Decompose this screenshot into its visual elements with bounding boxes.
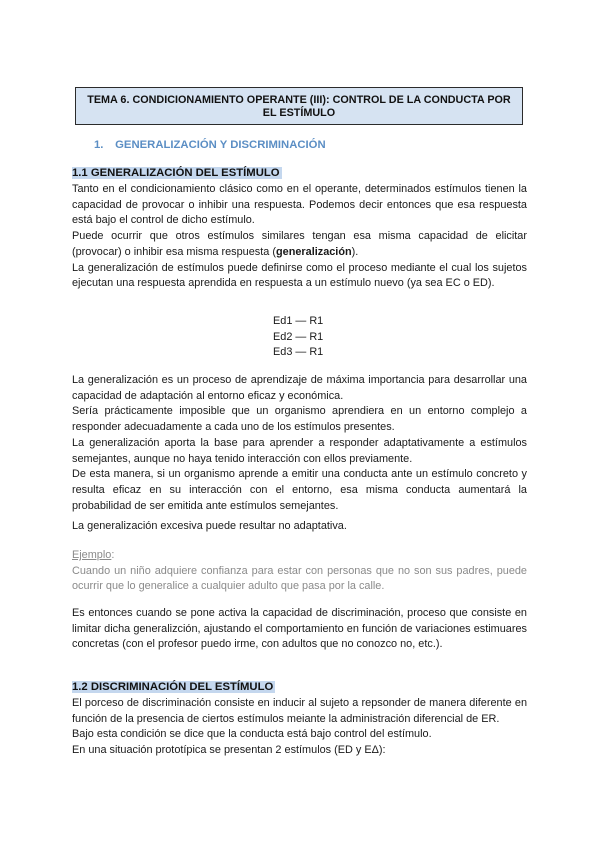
paragraph: Tanto en el condicionamiento clásico como en el operante, determinados estímulos tienen la capacidad de provocar o inhibir una respuesta. Podemos decir entonces que esa respuesta está bajo el control de dicho estímulo.: [72, 183, 527, 227]
paragraph: En una situación prototípica se presentan 2 estímulos (ED y EΔ):: [72, 744, 386, 757]
bold-term: generalización: [275, 245, 352, 258]
example-block: [72, 548, 527, 595]
paragraph: Sería prácticamente imposible que un organismo aprendiera en un entorno complejo a responder adecuadamente a cada uno de los estímulos presentes.: [72, 405, 527, 434]
generalization-importance-block: [72, 373, 527, 514]
discrimination-intro-block: [72, 606, 527, 653]
subsection-heading-generalization: 1.1 GENERALIZACIÓN DEL ESTÍMULO: [72, 167, 280, 179]
formula-line: Ed1 — R1: [273, 315, 324, 327]
example-text: Cuando un niño adquiere confianza para estar con personas que no son sus padres, puede ocurrir que lo generalice a cualquier adulto que pasa por la calle.: [72, 564, 527, 593]
paragraph: Es entonces cuando se pone activa la capacidad de discriminación, proceso que consiste en limitar dicha generalizción, ajustando el comportamiento en función de variaciones estimuares concretas (con el profesor puedo irme, con adultos que no conozco no, etc.).: [72, 607, 527, 651]
example-label-line: [72, 548, 527, 564]
example-label: Ejemplo: [72, 549, 112, 561]
chapter-title-box: [75, 87, 523, 125]
excess-generalization-note: La generalización excesiva puede resultar no adaptativa.: [72, 520, 347, 532]
paragraph: La generalización es un proceso de aprendizaje de máxima importancia para desarrollar una capacidad de adaptación al entorno eficaz y económica.: [72, 374, 527, 402]
paragraph: De esta manera, si un organismo aprende a emitir una conducta ante un estímulo concreto y resulta eficaz en su interacción con el entorno, esa misma conducta aumentará la probabilidad de ser emitida ante estímulos semejantes.: [72, 468, 527, 512]
chapter-title-line-2: EL ESTÍMULO: [262, 107, 336, 119]
discrimination-text-block: [72, 696, 527, 759]
paragraph: La generalización aporta la base para aprender a responder adaptativamente a estímulos semejantes, aunque no haya tenido interacción con ellos previamente.: [72, 436, 527, 465]
generalization-text-block: [72, 182, 527, 292]
paragraph: [72, 229, 527, 260]
example-colon: :: [111, 549, 115, 561]
paragraph-text: Puede ocurrir que otros estímulos similares tengan esa misma capacidad de elicitar (provocar) o inhibir esa misma respuesta (: [72, 230, 527, 258]
formula-line: Ed3 — R1: [273, 346, 324, 358]
paragraph: La generalización de estímulos puede definirse como el proceso mediante el cual los sujetos ejecutan una respuesta aprendida en respuesta a un estímulo nuevo (ya sea EC o ED).: [72, 261, 527, 290]
paragraph-text: ).: [351, 245, 359, 258]
section-number: 1.: [94, 139, 104, 151]
section-title: GENERALIZACIÓN Y DISCRIMINACIÓN: [115, 139, 326, 151]
section-heading: [94, 139, 326, 151]
paragraph: El porceso de discriminación consiste en inducir al sujeto a repsonder de manera diferente en función de la presencia de ciertos estímulos meiante la administración diferencial de ER.: [72, 697, 527, 725]
paragraph: Bajo esta condición se dice que la conducta está bajo control del estímulo.: [72, 728, 432, 741]
formula-line: Ed2 — R1: [273, 330, 324, 343]
stimulus-response-formula: [273, 314, 323, 361]
subsection-heading-discrimination: 1.2 DISCRIMINACIÓN DEL ESTÍMULO: [72, 681, 274, 693]
chapter-title-line-1: TEMA 6. CONDICIONAMIENTO OPERANTE (III): CONTROL DE LA CONDUCTA POR: [87, 94, 511, 106]
